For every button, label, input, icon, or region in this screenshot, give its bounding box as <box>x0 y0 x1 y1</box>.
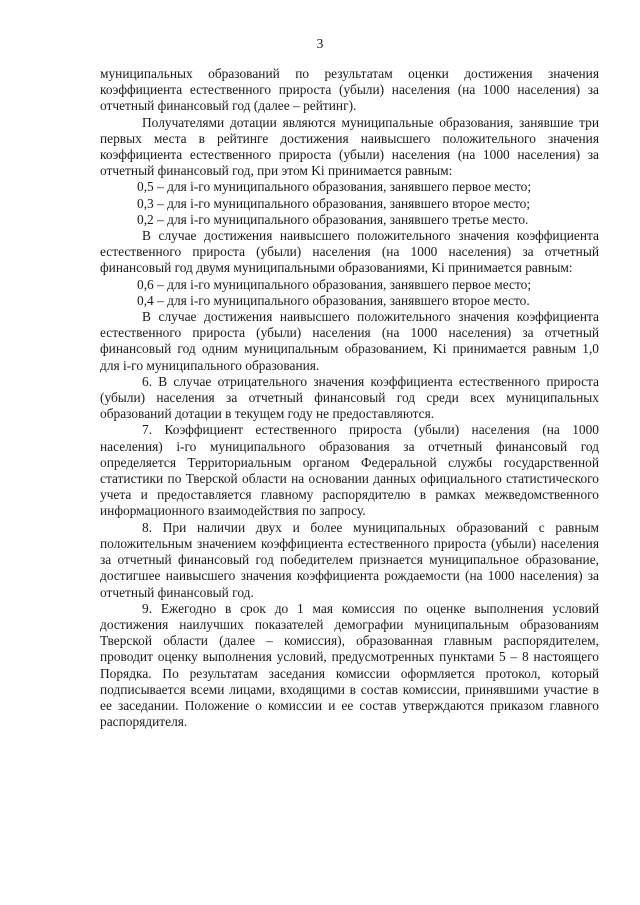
coefficient-item-second-place: 0,3 – для i-го муниципального образования, занявшего второе место; <box>137 195 531 211</box>
paragraph-two-winners: В случае достижения наивысшего положительного значения коэффициента естественного прироста (убыли) населения (на 1000 населения) за отчетный финансовый год двумя муниципальными образованиями, Ki принимается равным: <box>100 228 599 276</box>
coefficient-item-third-place: 0,2 – для i-го муниципального образования, занявшего третье место. <box>137 211 529 227</box>
paragraph-rating-continuation: муниципальных образований по результатам оценки достижения значения коэффициента естественного прироста (убыли) населения (на 1000 населения) за отчетный финансовый год (далее – рейтинг). <box>100 66 599 114</box>
paragraph-one-winner: В случае достижения наивысшего положительного значения коэффициента естественного прироста (убыли) населения (на 1000 населения) за отчетный финансовый год одним муниципальным образованием, Ki принимается равным 1,0 для i-го муниципального образования. <box>100 309 599 373</box>
page-number: 3 <box>316 36 324 51</box>
clause-7: 7. Коэффициент естественного прироста (убыли) населения (на 1000 населения) i-го муниципального образования за отчетный финансовый год определяется Территориальным органом Федеральной службы государственной статистики по Тверской области на основании данных официального статистического учета и предоставляется главному распорядителю в рамках межведомственного информационного взаимодействия по запросу. <box>100 422 599 519</box>
clause-6: 6. В случае отрицательного значения коэффициента естественного прироста (убыли) населения за отчетный финансовый год среди всех муниципальных образований дотации в текущем году не предоставляются. <box>100 373 599 422</box>
clause-8: 8. При наличии двух и более муниципальных образований с равным положительным значением коэффициента естественного прироста (убыли) населения за отчетный финансовый год победителем признается муниципальное образование, достигшее наивысшего значения коэффициента рождаемости (на 1000 населения) за отчетный финансовый год. <box>100 519 599 600</box>
paragraph-recipients: Получателями дотации являются муниципальные образования, занявшие три первых места в рейтинге достижения наивысшего положительного значения коэффициента естественного прироста (убыли) населения (на 1000 населения) за отчетный финансовый год, при этом Ki принимается равным: <box>100 114 599 179</box>
clause-9: 9. Ежегодно в срок до 1 мая комиссия по оценке выполнения условий достижения наилучших показателей демографии муниципальным образованиям Тверской области (далее – комиссия), образованная главным распорядителем, проводит оценку выполнения условий, предусмотренных пунктами 5 – 8 настоящего Порядка. По результатам заседания комиссии оформляется протокол, который подписывается всеми лицами, входящими в состав комиссии, принявшими участие в ее заседании. Положение о комиссии и ее состав утверждаются приказом главного распорядителя. <box>100 600 599 730</box>
coefficient-item-two-first: 0,6 – для i-го муниципального образования, занявшего первое место; <box>137 276 532 292</box>
coefficient-item-first-place: 0,5 – для i-го муниципального образования, занявшего первое место; <box>137 179 532 195</box>
document-body <box>100 66 599 730</box>
coefficient-item-two-second: 0,4 – для i-го муниципального образования, занявшего второе место. <box>137 292 530 308</box>
